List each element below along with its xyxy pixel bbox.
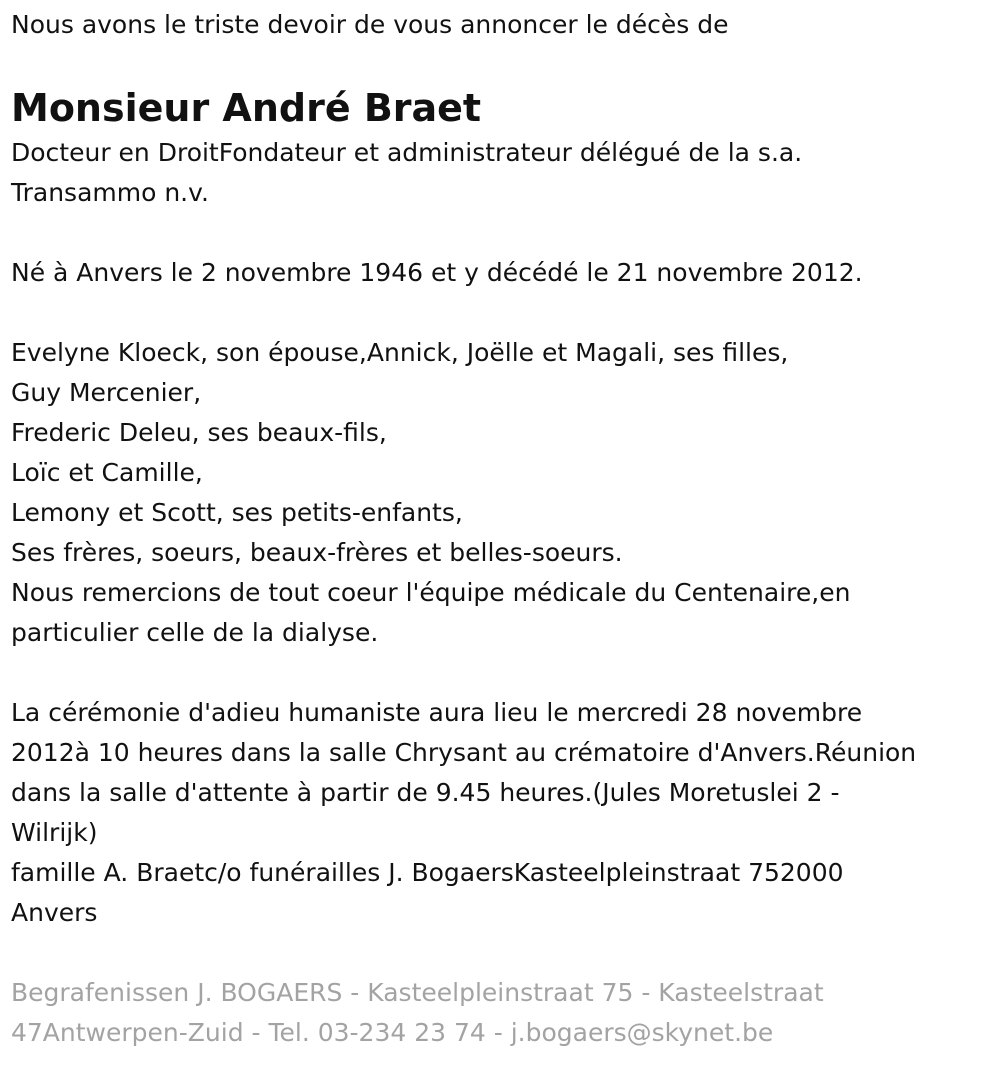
family-list [11, 333, 1000, 653]
family-line: Ses frères, soeurs, beaux-frères et belles-soeurs. [11, 538, 623, 567]
title-line: Docteur en DroitFondateur et administrateur délégué de la s.a. [11, 138, 803, 167]
birth-death-text: Né à Anvers le 2 novembre 1946 et y décédé le 21 novembre 2012. [11, 258, 863, 287]
footer-line: 47Antwerpen-Zuid - Tel. 03-234 23 74 - j.bogaers@skynet.be [11, 1018, 774, 1047]
ceremony-line: famille A. Braetc/o funérailles J. BogaersKasteelpleinstraat 752000 [11, 858, 844, 887]
ceremony-details [11, 693, 1000, 933]
family-line: Loïc et Camille, [11, 458, 203, 487]
family-line: particulier celle de la dialyse. [11, 618, 379, 647]
funeral-home-footer [11, 973, 1000, 1053]
family-line: Lemony et Scott, ses petits-enfants, [11, 498, 463, 527]
deceased-titles [11, 133, 1000, 213]
family-line: Evelyne Kloeck, son épouse,Annick, Joëlle et Magali, ses filles, [11, 338, 789, 367]
ceremony-line: 2012à 10 heures dans la salle Chrysant au crématoire d'Anvers.Réunion [11, 738, 917, 767]
family-line: Guy Mercenier, [11, 378, 202, 407]
deceased-name: Monsieur André Braet [11, 86, 482, 130]
title-line: Transammo n.v. [11, 178, 209, 207]
ceremony-line: Anvers [11, 898, 98, 927]
family-line: Frederic Deleu, ses beaux-fils, [11, 418, 387, 447]
ceremony-line: dans la salle d'attente à partir de 9.45 heures.(Jules Moretuslei 2 - [11, 778, 840, 807]
ceremony-line: Wilrijk) [11, 818, 98, 847]
footer-line: Begrafenissen J. BOGAERS - Kasteelpleinstraat 75 - Kasteelstraat [11, 978, 824, 1007]
family-line: Nous remercions de tout coeur l'équipe médicale du Centenaire,en [11, 578, 851, 607]
intro-text: Nous avons le triste devoir de vous annoncer le décès de [11, 10, 729, 39]
ceremony-line: La cérémonie d'adieu humaniste aura lieu le mercredi 28 novembre [11, 698, 863, 727]
